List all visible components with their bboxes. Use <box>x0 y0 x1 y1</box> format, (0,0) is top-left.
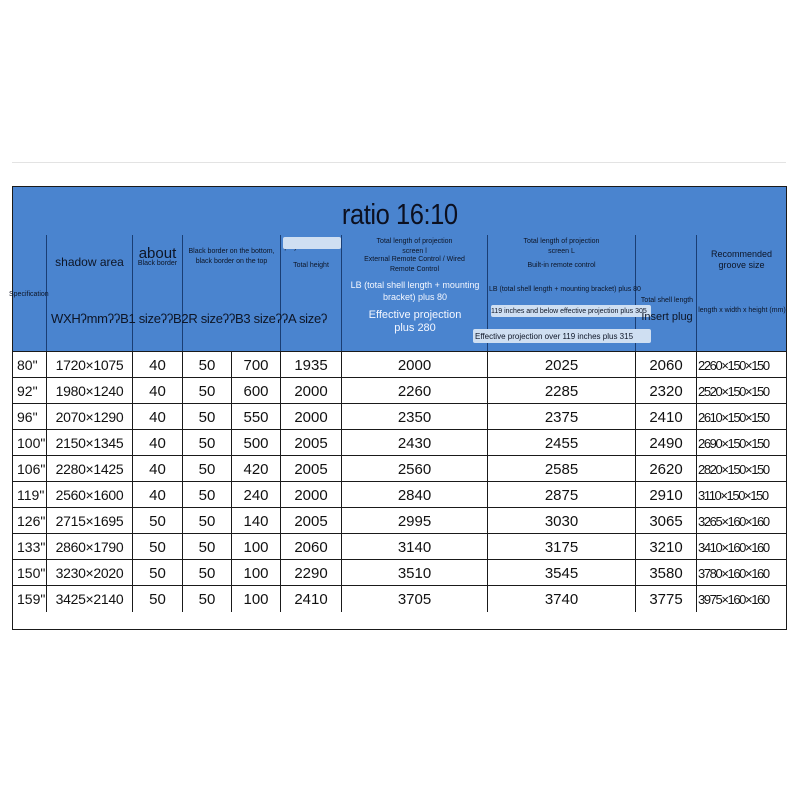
header-b2r: ʔʔB2R size <box>160 311 223 326</box>
cell-shadow-area: 3230×2020 <box>47 560 133 586</box>
cell-shadow-area: 1720×1075 <box>47 352 133 378</box>
cell-length-L: 2455 <box>488 430 636 456</box>
cell-shadow-area: 2150×1345 <box>47 430 133 456</box>
cell-spec: 106" <box>13 456 47 482</box>
cell-spec: 119" <box>13 482 47 508</box>
header-builtin-remote: Built-in remote control <box>527 262 596 269</box>
header-col-b1 <box>133 235 183 351</box>
cell-b1: 40 <box>133 430 183 456</box>
cell-length-L: 3740 <box>488 586 636 612</box>
cell-spec: 96" <box>13 404 47 430</box>
cell-insert-plug: 3775 <box>636 586 697 612</box>
cell-b1: 50 <box>133 534 183 560</box>
cell-length-L: 2585 <box>488 456 636 482</box>
cell-groove: 2610×150×150 <box>698 409 769 425</box>
cell-b2r: 50 <box>183 456 232 482</box>
cell-shadow-area: 2715×1695 <box>47 508 133 534</box>
cell-b3: 240 <box>232 482 281 508</box>
cell-b2r: 50 <box>183 482 232 508</box>
header-over-119: Effective projection over 119 inches plus 315 <box>475 332 634 341</box>
cell-shadow-area: 1980×1240 <box>47 378 133 404</box>
cell-b1: 40 <box>133 352 183 378</box>
header-col-a <box>281 235 342 351</box>
cell-length-l: 2840 <box>342 482 488 508</box>
cell-b3: 100 <box>232 586 281 612</box>
table-row <box>13 533 786 560</box>
cell-b3: 600 <box>232 378 281 404</box>
cell-insert-plug: 2910 <box>636 482 697 508</box>
cell-shadow-area: 2560×1600 <box>47 482 133 508</box>
cell-b1: 50 <box>133 560 183 586</box>
cell-length-L: 3175 <box>488 534 636 560</box>
cell-b1: 50 <box>133 586 183 612</box>
table-row <box>13 351 786 378</box>
cell-length-L: 2025 <box>488 352 636 378</box>
cell-b1: 40 <box>133 378 183 404</box>
cell-b3: 100 <box>232 560 281 586</box>
header-total-length-l: Total length of projection screen l <box>376 238 453 255</box>
header-black-border-bottom: Black border on the bottom, black border on the top <box>188 248 275 265</box>
cell-groove: 3265×160×160 <box>698 513 769 529</box>
header-a: ʔʔA sizeʔ <box>275 311 328 326</box>
header-shadow-area: shadow area <box>55 255 124 269</box>
cell-b2r: 50 <box>183 430 232 456</box>
cell-length-l: 2350 <box>342 404 488 430</box>
header-col-b2-b3 <box>183 235 281 351</box>
table-title: ratio 16:10 <box>341 198 458 231</box>
cell-insert-plug: 2620 <box>636 456 697 482</box>
cell-b2r: 50 <box>183 352 232 378</box>
header-lb-total-2: LB (total shell length + mounting bracket) plus 80 <box>489 286 641 293</box>
cell-b1: 40 <box>133 404 183 430</box>
cell-b3: 700 <box>232 352 281 378</box>
cell-groove: 2820×150×150 <box>698 461 769 477</box>
top-divider <box>12 162 786 163</box>
cell-length-l: 2430 <box>342 430 488 456</box>
cell-a: 2000 <box>281 482 342 508</box>
cell-insert-plug: 3580 <box>636 560 697 586</box>
cell-a: 2005 <box>281 456 342 482</box>
header-total-height: Total height <box>293 262 329 269</box>
cell-spec: 80" <box>13 352 47 378</box>
cell-shadow-area: 2070×1290 <box>47 404 133 430</box>
table-row <box>13 455 786 482</box>
cell-length-l: 2260 <box>342 378 488 404</box>
header-specification: Specification <box>9 291 49 298</box>
cell-insert-plug: 3210 <box>636 534 697 560</box>
cell-b2r: 50 <box>183 586 232 612</box>
header-under-119: 119 inches and below effective projection plus 305 <box>491 308 647 315</box>
cell-a: 2290 <box>281 560 342 586</box>
header-col-shadow <box>47 235 133 351</box>
cell-length-l: 3510 <box>342 560 488 586</box>
cell-insert-plug: 2410 <box>636 404 697 430</box>
cell-b1: 40 <box>133 456 183 482</box>
cell-b1: 50 <box>133 508 183 534</box>
cell-a: 2005 <box>281 508 342 534</box>
cell-b3: 140 <box>232 508 281 534</box>
cell-length-l: 2000 <box>342 352 488 378</box>
table-row <box>13 481 786 508</box>
cell-length-L: 2375 <box>488 404 636 430</box>
spec-table <box>9 186 787 630</box>
cell-a: 2005 <box>281 430 342 456</box>
table-row <box>13 559 786 586</box>
header-effective-280: Effective projection plus 280 <box>368 309 462 334</box>
cell-length-L: 2875 <box>488 482 636 508</box>
cell-groove: 2520×150×150 <box>698 383 769 399</box>
cell-length-L: 2285 <box>488 378 636 404</box>
cell-a: 2060 <box>281 534 342 560</box>
cell-a: 1935 <box>281 352 342 378</box>
cell-b2r: 50 <box>183 378 232 404</box>
header-total-length-L: Total length of projection screen L <box>523 238 600 255</box>
cell-shadow-area: 3425×2140 <box>47 586 133 612</box>
cell-groove: 3110×150×150 <box>698 487 768 503</box>
cell-groove: 3410×160×160 <box>698 539 769 555</box>
cell-insert-plug: 2320 <box>636 378 697 404</box>
cell-spec: 92" <box>13 378 47 404</box>
cell-b1: 40 <box>133 482 183 508</box>
header-black-border: Black border <box>137 260 178 267</box>
cell-groove: 2690×150×150 <box>698 435 769 451</box>
table-row <box>13 403 786 430</box>
cell-insert-plug: 2490 <box>636 430 697 456</box>
cell-b3: 500 <box>232 430 281 456</box>
table-row <box>13 429 786 456</box>
cell-b3: 420 <box>232 456 281 482</box>
cell-a: 2000 <box>281 404 342 430</box>
cell-b3: 550 <box>232 404 281 430</box>
cell-length-L: 3030 <box>488 508 636 534</box>
header-lb-total: LB (total shell length + mounting bracket) plus 80 <box>350 280 480 302</box>
cell-groove: 3780×160×160 <box>698 565 769 581</box>
cell-b2r: 50 <box>183 534 232 560</box>
cell-length-l: 3140 <box>342 534 488 560</box>
table-row <box>13 585 786 612</box>
cell-groove: 3975×160×160 <box>698 591 769 607</box>
cell-insert-plug: 2060 <box>636 352 697 378</box>
header-b3: ʔʔB3 size <box>222 311 276 326</box>
title-band <box>13 187 786 235</box>
header-wxh-b1: WXHʔmmʔʔB1 size <box>51 311 161 326</box>
header-recommended-groove: Recommended groove size <box>710 249 773 270</box>
table-row <box>13 377 786 404</box>
cell-insert-plug: 3065 <box>636 508 697 534</box>
cell-spec: 150" <box>13 560 47 586</box>
cell-shadow-area: 2860×1790 <box>47 534 133 560</box>
header-insert-plug: Insert plug <box>641 311 693 323</box>
cell-length-L: 3545 <box>488 560 636 586</box>
cell-b3: 100 <box>232 534 281 560</box>
cell-groove: 2260×150×150 <box>698 357 769 373</box>
cell-length-l: 2995 <box>342 508 488 534</box>
pale-highlight-a <box>283 237 341 249</box>
header-total-shell: Total shell length <box>640 297 694 304</box>
cell-spec: 100" <box>13 430 47 456</box>
cell-b2r: 50 <box>183 508 232 534</box>
cell-spec: 133" <box>13 534 47 560</box>
cell-a: 2410 <box>281 586 342 612</box>
cell-a: 2000 <box>281 378 342 404</box>
cell-spec: 159" <box>13 586 47 612</box>
table-row <box>13 507 786 534</box>
header-external-remote: External Remote Control / Wired Remote Control <box>364 256 465 273</box>
header-size-labels <box>51 311 351 326</box>
header-lwh-mm: length x width x height (mm) <box>698 307 786 314</box>
cell-b2r: 50 <box>183 404 232 430</box>
cell-b2r: 50 <box>183 560 232 586</box>
header-col-groove <box>697 235 786 351</box>
cell-shadow-area: 2280×1425 <box>47 456 133 482</box>
header-about: about <box>138 245 177 262</box>
cell-length-l: 2560 <box>342 456 488 482</box>
cell-spec: 126" <box>13 508 47 534</box>
cell-length-l: 3705 <box>342 586 488 612</box>
